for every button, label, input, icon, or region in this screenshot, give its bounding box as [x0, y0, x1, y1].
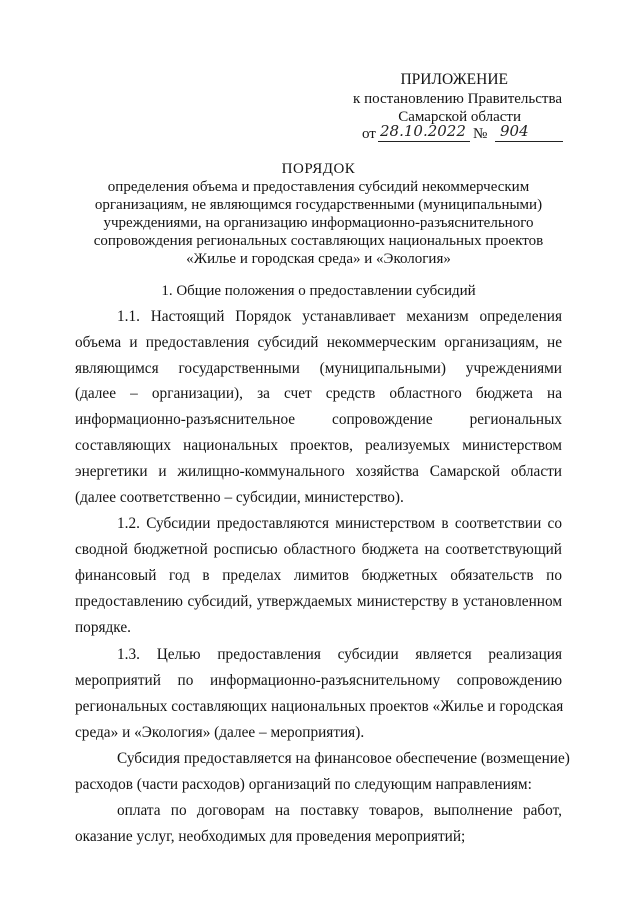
paragraph-line: мероприятий по информационно-разъяснительному сопровождению	[75, 672, 562, 689]
title-line: организациям, не являющимся государственными (муниципальными)	[94, 197, 543, 213]
number-prefix: №	[473, 126, 488, 142]
region-name: Самарской области	[398, 109, 521, 125]
paragraph-line: сводной бюджетной росписью областного бюджета на соответствующий	[75, 541, 562, 558]
paragraph-line: 1.3. Целью предоставления субсидии является реализация	[117, 646, 562, 663]
number-underline	[495, 141, 563, 142]
title-line: сопровождения региональных составляющих национальных проектов	[93, 233, 544, 249]
paragraph-line: (далее соответственно – субсидии, министерство).	[75, 489, 404, 506]
paragraph-line: финансовый год в пределах лимитов бюджетных обязательств по	[75, 567, 562, 584]
paragraph-line: 1.2. Субсидии предоставляются министерством в соответствии со	[117, 515, 562, 532]
date-underline	[378, 141, 470, 142]
paragraph-line: расходов (части расходов) организаций по следующим направлениям:	[75, 776, 532, 793]
paragraph-line: информационно-разъяснительное сопровождение региональных	[75, 411, 562, 428]
paragraph-line: являющимся государственными (муниципальными) учреждениями	[75, 360, 562, 377]
title-line: «Жилье и городская среда» и «Экология»	[186, 251, 451, 267]
paragraph-line: (далее – организации), за счет средств областного бюджета на	[75, 385, 562, 402]
section-heading: 1. Общие положения о предоставлении субсидий	[161, 283, 476, 299]
document-title: ПОРЯДОК	[281, 161, 356, 177]
paragraph-line: предоставлению субсидий, утверждаемых министерству в установленном	[75, 593, 562, 610]
paragraph-line: среда» и «Экология» (далее – мероприятия).	[75, 724, 365, 741]
handwritten-number: 904	[500, 122, 529, 140]
resolution-reference: к постановлению Правительства	[353, 91, 562, 107]
title-line: учреждениями, на организацию информационно-разъяснительного	[103, 215, 534, 231]
paragraph-line: 1.1. Настоящий Порядок устанавливает механизм определения	[117, 308, 562, 325]
paragraph-line: Субсидия предоставляется на финансовое обеспечение (возмещение)	[117, 750, 570, 767]
resolution-date-number	[362, 122, 562, 142]
paragraph-line: объема и предоставления субсидий некоммерческим организациям, не	[75, 334, 562, 351]
paragraph-line: порядке.	[75, 619, 131, 636]
paragraph-line: составляющих национальных проектов, реализуемых министерством	[75, 437, 562, 454]
paragraph-line: оказание услуг, необходимых для проведения мероприятий;	[75, 828, 466, 845]
title-line: определения объема и предоставления субсидий некоммерческим	[107, 179, 530, 195]
paragraph-line: региональных составляющих национальных проектов «Жилье и городская	[75, 698, 564, 715]
appendix-label: ПРИЛОЖЕНИЕ	[400, 71, 508, 88]
date-prefix: от	[362, 126, 376, 142]
handwritten-date: 28.10.2022	[380, 122, 466, 140]
paragraph-line: энергетики и жилищно-коммунального хозяйства Самарской области	[75, 463, 562, 480]
paragraph-line: оплата по договорам на поставку товаров, выполнение работ,	[117, 802, 562, 819]
